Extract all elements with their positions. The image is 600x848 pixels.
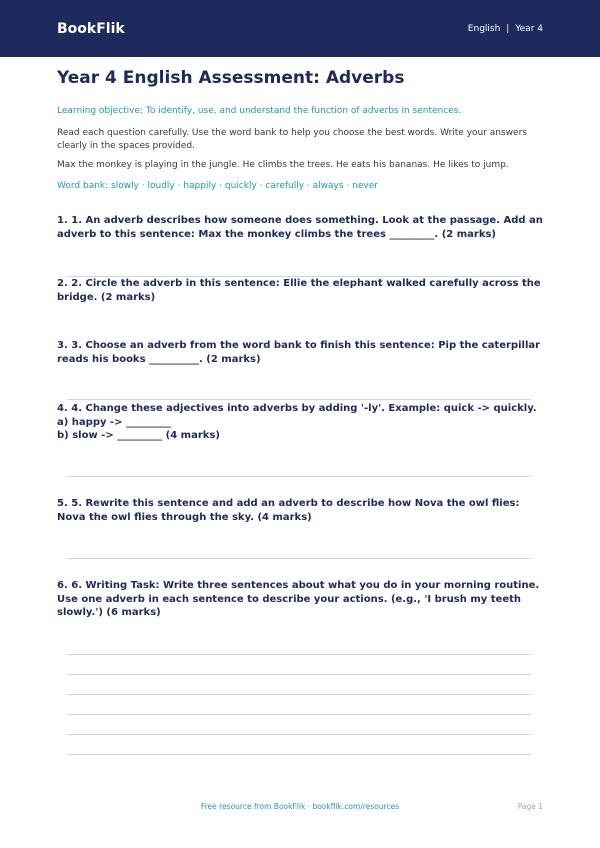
answer-line[interactable] [67,654,531,655]
subject-label: English [467,23,501,34]
answer-line[interactable] [67,674,531,675]
reading-passage: Max the monkey is playing in the jungle. He climbs the trees. He eats his bananas. He likes to jump. [57,160,509,170]
brand-logo-text: BookFlik [57,20,125,37]
answer-line[interactable] [67,694,531,695]
year-label: Year 4 [515,23,543,34]
page-number: Page 1 [517,802,543,811]
meta-separator: | [506,23,510,34]
footer-text: Free resource from BookFlik · bookflik.com/resources [200,802,400,811]
header-meta [468,24,543,34]
answer-line[interactable] [67,399,531,400]
question-3: 3. 3. Choose an adverb from the word bank to finish this sentence: Pip the caterpillar reads his books __________. (2 marks) [57,340,541,365]
word-bank: Word bank: slowly · loudly · happily · quickly · carefully · always · never [57,181,378,191]
question-2: 2. 2. Circle the adverb in this sentence: Ellie the elephant walked carefully across the bridge. (2 marks) [57,278,541,303]
worksheet-body [57,57,543,618]
answer-line[interactable] [67,734,531,735]
question-6: 6. 6. Writing Task: Write three sentences about what you do in your morning routine. Use one adverb in each sentence to describe your actions. (e.g., 'I brush my teeth slowly.') (6 marks) [57,580,540,618]
header-bar [0,0,600,57]
answer-line[interactable] [67,714,531,715]
answer-line[interactable] [67,754,531,755]
page-title: Year 4 English Assessment: Adverbs [57,68,405,88]
answer-line[interactable] [67,558,531,559]
question-1: 1. 1. An adverb describes how someone does something. Look at the passage. Add an adverb to this sentence: Max the monkey climbs the trees _________. (2 marks) [57,215,543,240]
learning-objective: Learning objective: To identify, use, and understand the function of adverbs in sentences. [57,106,462,116]
question-4: 4. 4. Change these adjectives into adverbs by adding '-ly'. Example: quick -> quickly. a) happy -> _________ b) slow -> _________ (4 marks) [57,403,537,441]
question-5: 5. 5. Rewrite this sentence and add an adverb to describe how Nova the owl flies: Nova the owl flies through the sky. (4 marks) [57,498,520,523]
answer-line[interactable] [67,476,531,477]
instructions-text: Read each question carefully. Use the word bank to help you choose the best words. Write your answers clearly in the spaces provided. [57,128,527,151]
